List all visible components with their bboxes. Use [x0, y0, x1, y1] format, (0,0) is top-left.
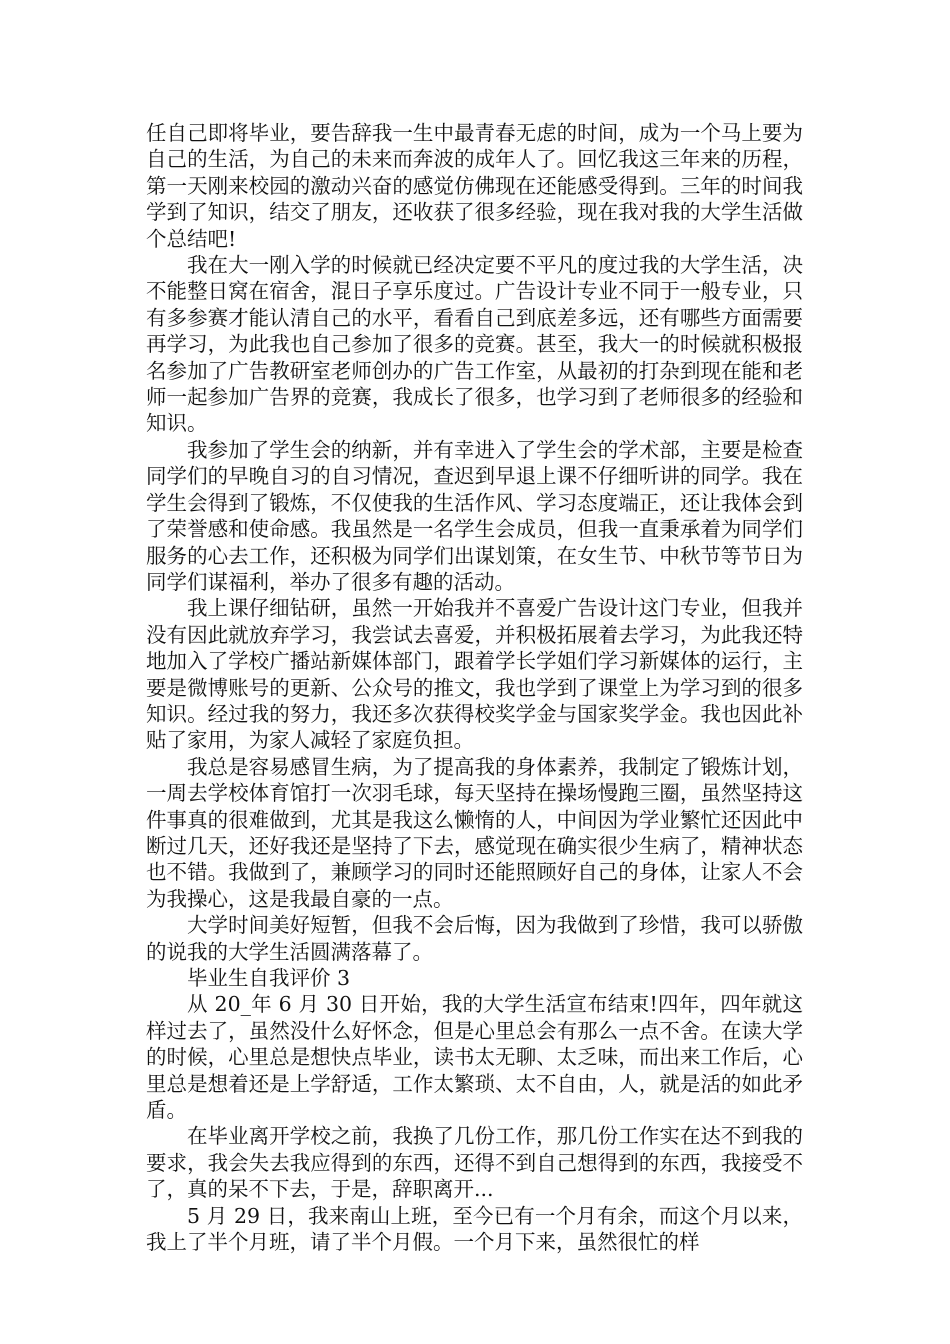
paragraph-6: 大学时间美好短暂，但我不会后悔，因为我做到了珍惜，我可以骄傲的说我的大学生活圆满落幕了。	[146, 913, 803, 964]
paragraph-7: 从 20_年 6 月 30 日开始，我的大学生活宣布结束!四年，四年就这样过去了，虽然没什么好怀念，但是心里总会有那么一点不舍。在读大学的时候，心里总是想快点毕业，读书太无聊、太乏味，而出来工作后，心里总是想着还是上学舒适，工作太繁琐、太不自由，人，就是活的如此矛盾。	[146, 992, 803, 1123]
paragraph-5: 我总是容易感冒生病，为了提高我的身体素养，我制定了锻炼计划，一周去学校体育馆打一次羽毛球，每天坚持在操场慢跑三圈，虽然坚持这件事真的很难做到，尤其是我这么懒惰的人，中间因为学业繁忙还因此中断过几天，还好我还是坚持了下去，感觉现在确实很少生病了，精神状态也不错。我做到了，兼顾学习的同时还能照顾好自己的身体，让家人不会为我操心，这是我最自豪的一点。	[146, 754, 803, 911]
paragraph-2: 我在大一刚入学的时候就已经决定要不平凡的度过我的大学生活，决不能整日窝在宿舍，混日子享乐度过。广告设计专业不同于一般专业，只有多参赛才能认清自己的水平，看看自己到底差多远，还有哪些方面需要再学习，为此我也自己参加了很多的竞赛。甚至，我大一的时候就积极报名参加了广告教研室老师创办的广告工作室，从最初的打杂到现在能和老师一起参加广告界的竞赛，我成长了很多，也学习到了老师很多的经验和知识。	[146, 253, 803, 436]
paragraph-9: 5 月 29 日，我来南山上班，至今已有一个月有余，而这个月以来，我上了半个月班，请了半个月假。一个月下来，虽然很忙的样	[146, 1203, 803, 1255]
paragraph-8: 在毕业离开学校之前，我换了几份工作，那几份工作实在达不到我的要求，我会失去我应得到的东西，还得不到自己想得到的东西，我接受不了，真的呆不下去，于是，辞职离开...	[146, 1124, 803, 1202]
paragraph-1: 任自己即将毕业，要告辞我一生中最青春无虑的时间，成为一个马上要为自己的生活，为自己的未来而奔波的成年人了。回忆我这三年来的历程，第一天刚来校园的激动兴奋的感觉仿佛现在还能感受得到。三年的时间我学到了知识，结交了朋友，还收获了很多经验，现在我对我的大学生活做个总结吧!	[146, 121, 803, 251]
paragraph-4: 我上课仔细钻研，虽然一开始我并不喜爱广告设计这门专业，但我并没有因此就放弃学习，我尝试去喜爱，并积极拓展着去学习，为此我还特地加入了学校广播站新媒体部门，跟着学长学姐们学习新媒体的运行，主要是微博账号的更新、公众号的推文，我也学到了课堂上为学习到的很多知识。经过我的努力，我还多次获得校奖学金与国家奖学金。我也因此补贴了家用，为家人减轻了家庭负担。	[146, 596, 803, 753]
paragraph-3: 我参加了学生会的纳新，并有幸进入了学生会的学术部，主要是检查同学们的早晚自习的自习情况，查迟到早退上课不仔细听讲的同学。我在学生会得到了锻炼，不仅使我的生活作风、学习态度端正，还让我体会到了荣誉感和使命感。我虽然是一名学生会成员，但我一直秉承着为同学们服务的心去工作，还积极为同学们出谋划策，在女生节、中秋节等节日为同学们谋福利，举办了很多有趣的活动。	[146, 437, 803, 594]
document-page	[146, 120, 803, 1255]
section-heading: 毕业生自我评价 3	[187, 966, 351, 990]
